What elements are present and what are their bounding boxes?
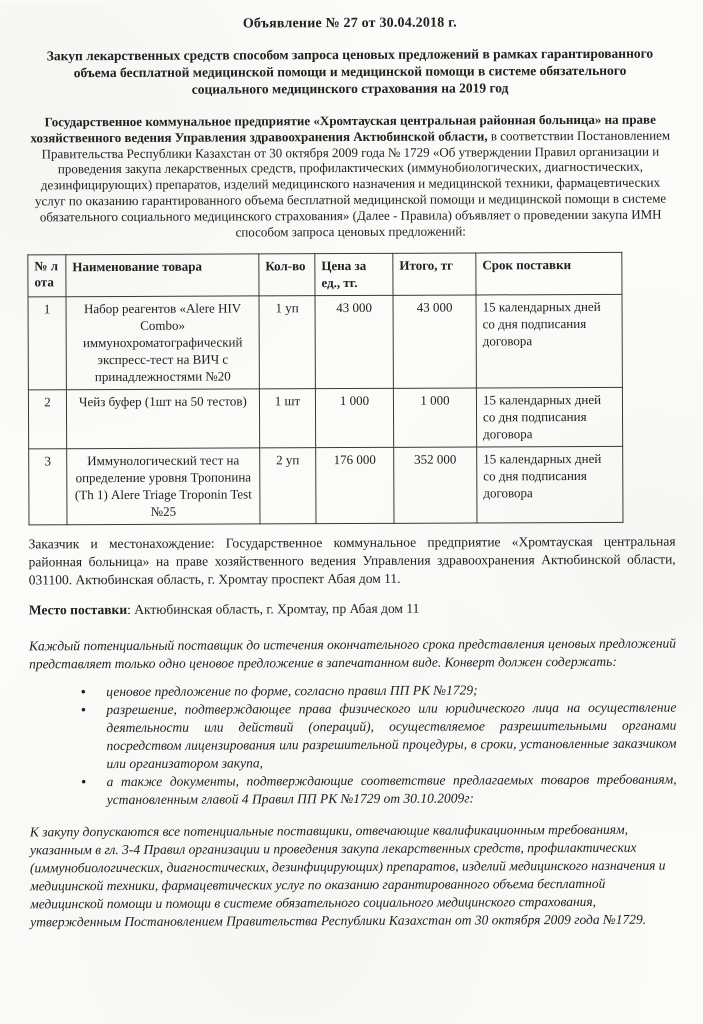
quantity-cell: 1 уп <box>259 296 315 389</box>
delivery-term-cell: 15 календарных дней со дня подписания договора <box>476 388 622 448</box>
items-table-header <box>28 253 622 298</box>
delivery-term-cell: 15 календарных дней со дня подписания договора <box>477 447 623 524</box>
total-cell: 352 000 <box>394 447 477 523</box>
list-item <box>76 699 676 774</box>
items-table-body <box>28 295 623 526</box>
header-quantity: Кол-во <box>259 254 315 296</box>
delivery-place-label: Место поставки <box>28 602 128 618</box>
list-item <box>77 771 677 810</box>
header-row <box>28 253 622 298</box>
table-row <box>28 295 622 391</box>
list-item-text: ценовое предложение по форме, согласно правил ПП РК №1729; <box>106 682 478 700</box>
unit-price-cell: 176 000 <box>316 448 394 524</box>
total-cell: 43 000 <box>393 295 476 388</box>
document-title: Объявление № 27 от 30.04.2018 г. <box>242 15 457 32</box>
header-item-name: Наименование товара <box>66 254 259 297</box>
items-table <box>27 252 623 526</box>
unit-price-cell: 43 000 <box>315 296 393 389</box>
item-name-cell: Чейз буфер (1шт на 50 тестов) <box>66 389 259 449</box>
header-lot-number: № лота <box>28 255 66 297</box>
bullet-icon <box>77 774 91 792</box>
header-delivery-term: Срок поставки <box>476 253 622 296</box>
customer-label: Заказчик и местонахождение: <box>28 535 215 552</box>
quantity-cell: 2 уп <box>260 448 316 524</box>
bullet-icon <box>76 702 90 720</box>
total-cell: 1 000 <box>393 388 476 447</box>
document-subject: Закуп лекарственных средств способом запроса ценовых предложений в рамках гарантированного объема бесплатной медицинской помощи и медицинской помощи в системе обязательного социального медицинского страхования на 2019 год <box>46 45 654 97</box>
list-item-text: разрешение, подтверждающее права физического или юридического лица на осуществление деятельности или действий (операций), осуществляемое разрешительными органами посредством лицензирования или разрешительной процедуры, в сроки, установленные заказчиком или организатором закупа, <box>106 699 677 772</box>
quantity-cell: 1 шт <box>259 389 315 448</box>
intro-paragraph <box>27 112 675 241</box>
unit-price-cell: 1 000 <box>315 389 393 448</box>
bullet-icon <box>76 684 90 702</box>
delivery-place-text: : Актюбинская область, г. Хромтау, пр Абая дом 11 <box>127 601 420 618</box>
envelope-requirements-paragraph: Каждый потенциальный поставщик до истечения окончательного срока представления ценовых предложений представляет только одно ценовое предложение в запечатанном виде. Конверт должен содержать: <box>28 635 677 672</box>
customer-paragraph <box>29 533 676 590</box>
envelope-contents-list <box>29 681 677 810</box>
table-row <box>29 447 623 526</box>
item-name-cell: Набор реагентов «Alere HIV Combo» иммунохроматографический экспресс-тест на ВИЧ с принадлежностями №20 <box>66 296 259 390</box>
table-row <box>28 388 622 450</box>
customer-text: Государственное коммунальное предприятие «Хромтауская центральная районная больница» на праве хозяйственного ведения Управления здравоохранения Актюбинской области, 031100. Актюбинская область, г. Хромтау проспект Абая дом 11. <box>28 533 676 588</box>
delivery-term-cell: 15 календарных дней со дня подписания договора <box>476 295 622 389</box>
intro-regular-segment: в соответствии Постановлением Правительства Республики Казахстан от 30 октября 2009 года № 1729 «Об утверждении Правил организации и проведения закупа лекарственных средств, профилактических (иммунобиологических, диагностических, дезинфицирующих) препаратов, изделий медицинского назначения и медицинской техники, фармацевтических услуг по оказанию гарантированного объема бесплатной медицинской помощи и медицинской помощи в системе обязательного социального медицинского страхования» (Далее - Правила) объявляет о проведении закупа ИМН способом запроса ценовых предложений: <box>34 127 671 240</box>
item-name-cell: Иммунологический тест на определение уровня Тропонина (Th 1) Alere Triage Troponin Test №25 <box>67 448 260 525</box>
intro-bold-segment: Государственное коммунальное предприятие «Хромтауская центральная районная больница» на праве хозяйственного ведения Управления здравоохранения Актюбинской области, <box>30 111 656 146</box>
header-unit-price: Цена за ед., тг. <box>315 254 393 296</box>
lot-number-cell: 2 <box>28 390 66 449</box>
header-total: Итого, тг <box>393 253 476 295</box>
lot-number-cell: 3 <box>29 449 67 525</box>
lot-number-cell: 1 <box>28 297 66 390</box>
list-item-text: а также документы, подтверждающие соответствие предлагаемых товаров требованиям, установленным главой 4 Правил ПП РК №1729 от 30.10.2009г: <box>106 771 677 808</box>
qualification-paragraph: К закупу допускаются все потенциальные поставщики, отвечающие квалификационным требованиям, указанным в гл. 3-4 Правил организации и проведения закупа лекарственных средств, профилактических (иммунобиологических, диагностических, дезинфицирующих) препаратов, изделий медицинского назначения и медицинской техники, фармацевтических услуг по оказанию гарантированного объема бесплатной медицинской помощи и помощи в системе обязательного социального медицинского страхования, утвержденным Постановлением Правительства Республики Казахстан от 30 октября 2009 года №1729. <box>29 822 666 930</box>
delivery-place-paragraph <box>29 599 676 620</box>
